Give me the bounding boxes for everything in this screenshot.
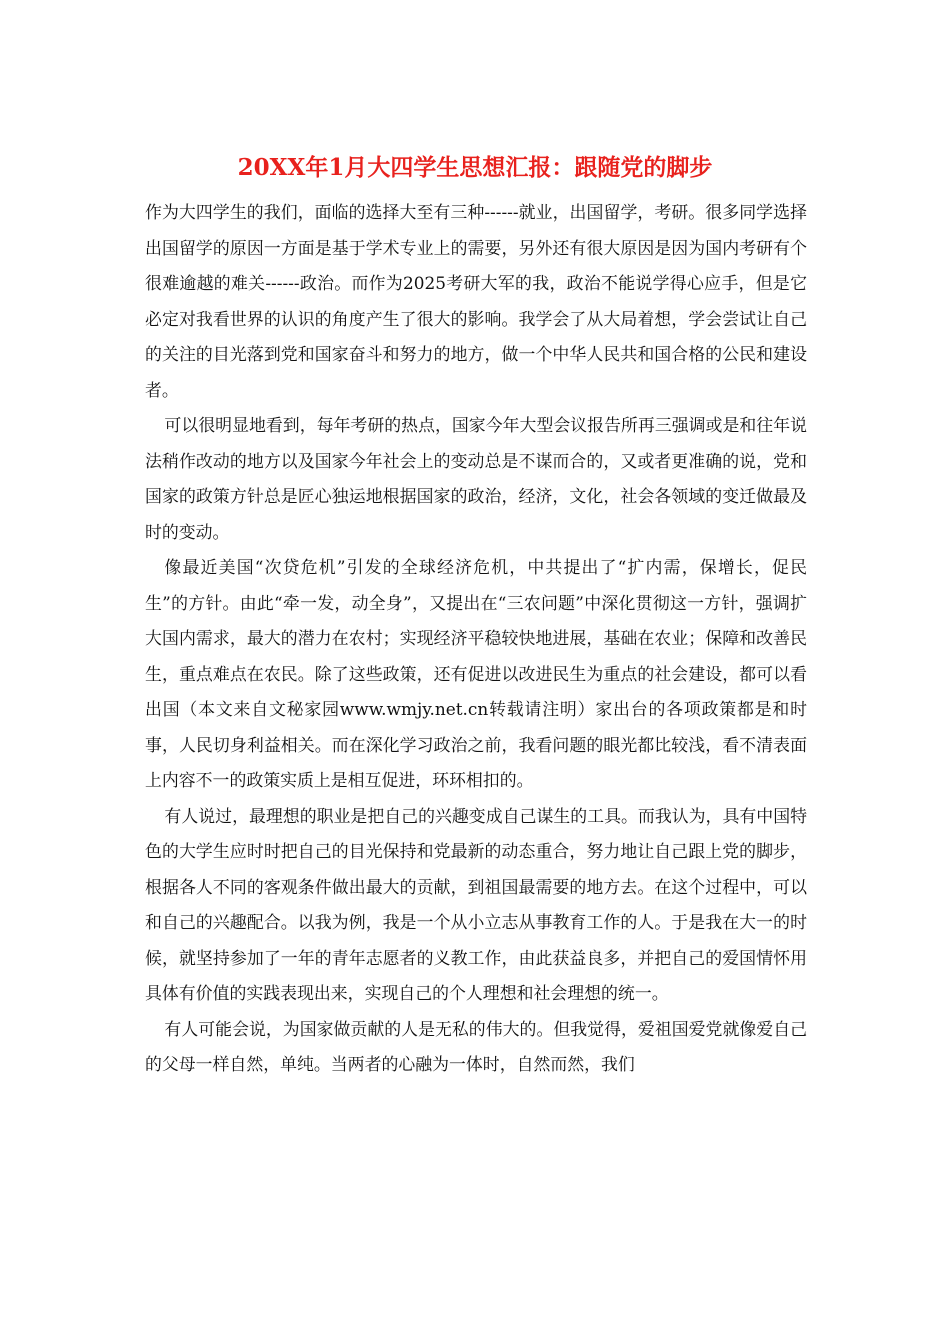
paragraph-3: 像最近美国“次贷危机”引发的全球经济危机，中共提出了“扩内需，保增长，促民生”的方针。由此“牵一发，动全身”，又提出在“三农问题”中深化贯彻这一方针，强调扩大国内需求，最大的潜力在农村；实现经济平稳较快地进展，基础在农业；保障和改善民生，重点难点在农民。除了这些政策，还有促进以改进民生为重点的社会建设，都可以看出国（本文来自文秘家园www.wmjy.net.cn转载请注明）家出台的各项政策都是和时事，人民切身利益相关。而在深化学习政治之前，我看问题的眼光都比较浅，看不清表面上内容不一的政策实质上是相互促进，环环相扣的。 [145, 557, 807, 790]
document-body [145, 195, 807, 1083]
document-title: 20XX年1月大四学生思想汇报：跟随党的脚步 [237, 154, 713, 181]
paragraph-5: 有人可能会说，为国家做贡献的人是无私的伟大的。但我觉得，爱祖国爱党就像爱自己的父母一样自然，单纯。当两者的心融为一体时，自然而然，我们 [145, 1018, 807, 1074]
paragraph-1: 作为大四学生的我们，面临的选择大至有三种------就业，出国留学，考研。很多同学选择出国留学的原因一方面是基于学术专业上的需要，另外还有很大原因是因为国内考研有个很难逾越的难关------政治。而作为2025考研大军的我，政治不能说学得心应手，但是它必定对我看世界的认识的角度产生了很大的影响。我学会了从大局着想，学会尝试让自己的关注的目光落到党和国家奋斗和努力的地方，做一个中华人民共和国合格的公民和建设者。 [145, 202, 807, 400]
paragraph-2: 可以很明显地看到，每年考研的热点，国家今年大型会议报告所再三强调或是和往年说法稍作改动的地方以及国家今年社会上的变动总是不谋而合的，又或者更准确的说，党和国家的政策方针总是匠心独运地根据国家的政治，经济，文化，社会各领域的变迁做最及时的变动。 [145, 415, 807, 542]
paragraph-4: 有人说过，最理想的职业是把自己的兴趣变成自己谋生的工具。而我认为，具有中国特色的大学生应时时把自己的目光保持和党最新的动态重合，努力地让自己跟上党的脚步，根据各人不同的客观条件做出最大的贡献，到祖国最需要的地方去。在这个过程中，可以和自己的兴趣配合。以我为例，我是一个从小立志从事教育工作的人。于是我在大一的时候，就坚持参加了一年的青年志愿者的义教工作，由此获益良多，并把自己的爱国情怀用具体有价值的实践表现出来，实现自己的个人理想和社会理想的统一。 [145, 805, 807, 1003]
